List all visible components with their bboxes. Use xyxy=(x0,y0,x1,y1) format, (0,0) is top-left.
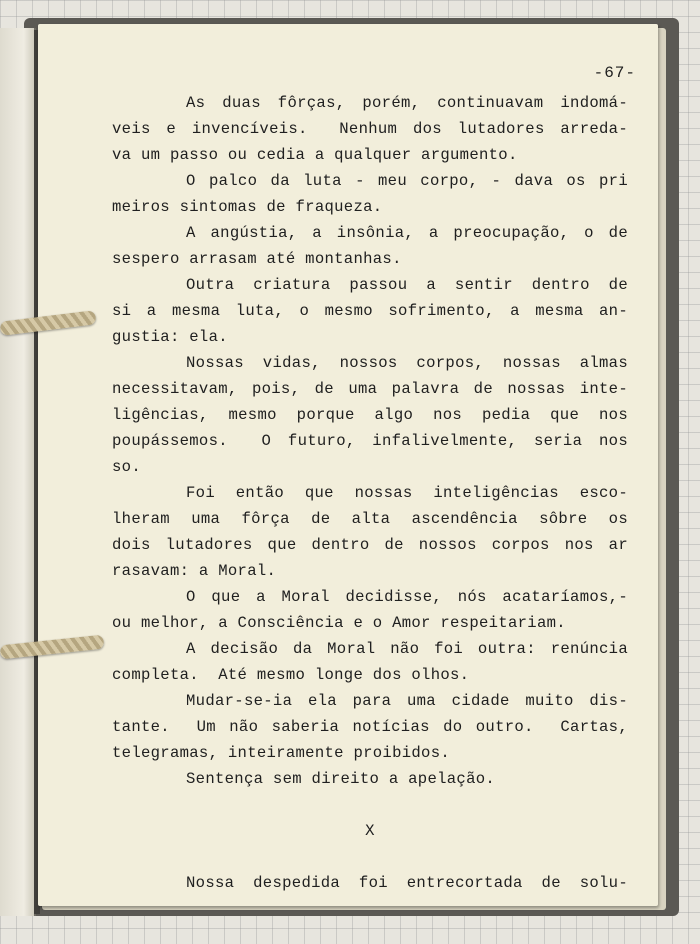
blank-line xyxy=(112,792,628,818)
text-line: si a mesma luta, o mesmo sofrimento, a mesma an- xyxy=(112,302,628,320)
page-text xyxy=(112,90,628,896)
text-line: ou melhor, a Consciência e o Amor respeitariam. xyxy=(112,614,566,632)
text-line: lheram uma fôrça de alta ascendência sôbre os xyxy=(112,510,628,528)
typewritten-page xyxy=(38,24,658,906)
text-line: A decisão da Moral não foi outra: renúncia xyxy=(186,640,628,658)
text-line: poupássemos. O futuro, infalivelmente, seria nos xyxy=(112,432,628,450)
text-line: O palco da luta - meu corpo, - dava os pri xyxy=(186,172,628,190)
text-line: Foi então que nossas inteligências esco- xyxy=(186,484,628,502)
section-separator: X xyxy=(365,822,375,840)
text-line: so. xyxy=(112,458,141,476)
text-line: rasavam: a Moral. xyxy=(112,562,277,580)
text-line: Mudar-se-ia ela para uma cidade muito dis- xyxy=(186,692,628,710)
text-line: Nossas vidas, nossos corpos, nossas almas xyxy=(186,354,628,372)
text-line: Outra criatura passou a sentir dentro de xyxy=(186,276,628,294)
text-line: dois lutadores que dentro de nossos corpos nos ar xyxy=(112,536,628,554)
text-line: Nossa despedida foi entrecortada de solu- xyxy=(186,874,628,892)
text-line: tante. Um não saberia notícias do outro. Cartas, xyxy=(112,718,628,736)
left-page-edge xyxy=(0,28,36,916)
text-line: ligências, mesmo porque algo nos pedia que nos xyxy=(112,406,628,424)
text-line: Sentença sem direito a apelação. xyxy=(186,770,496,788)
text-line: completa. Até mesmo longe dos olhos. xyxy=(112,666,470,684)
text-line: sespero arrasam até montanhas. xyxy=(112,250,402,268)
page-number: -67- xyxy=(593,64,636,82)
text-line: gustia: ela. xyxy=(112,328,228,346)
text-line: telegramas, inteiramente proibidos. xyxy=(112,744,451,762)
text-line: veis e invencíveis. Nenhum dos lutadores arreda- xyxy=(112,120,628,138)
text-line: necessitavam, pois, de uma palavra de nossas inte- xyxy=(112,380,628,398)
text-line: va um passo ou cedia a qualquer argumento. xyxy=(112,146,518,164)
text-line: O que a Moral decidisse, nós acataríamos,- xyxy=(186,588,628,606)
text-line: A angústia, a insônia, a preocupação, o de xyxy=(186,224,628,242)
text-line: meiros sintomas de fraqueza. xyxy=(112,198,383,216)
text-line: As duas fôrças, porém, continuavam indomá- xyxy=(186,94,628,112)
blank-line xyxy=(112,844,628,870)
